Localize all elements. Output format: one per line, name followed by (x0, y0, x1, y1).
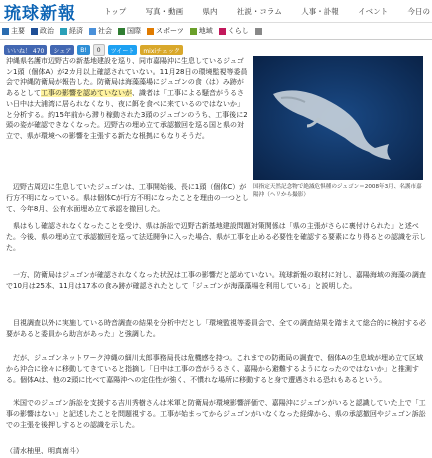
share-bar (0, 40, 432, 57)
category-bar (0, 23, 432, 40)
site-logo[interactable]: 琉球新報 (4, 3, 76, 24)
politics-icon (31, 28, 38, 35)
dugong-photo[interactable] (253, 56, 423, 180)
paragraph-5: 目視調査以外に実施している時音調査の結果を分析中だとし「環境監視等委員会で、全ての調査結果を踏まえて総合的に検討する必要があると委員から助言があった」と強調した。 (6, 319, 426, 338)
nav-photo-video[interactable]: 写真・動画 (145, 6, 184, 16)
living-icon (219, 28, 226, 35)
category-international[interactable]: 国際 (118, 26, 141, 36)
facebook-like-button[interactable]: いいね！ 470 (4, 45, 47, 55)
category-region[interactable]: 地域 (190, 26, 213, 36)
facebook-share-button[interactable]: シェア (50, 45, 74, 55)
category-living[interactable]: くらし (219, 26, 249, 36)
category-main[interactable]: 主要 (2, 26, 25, 36)
tweet-button[interactable]: ツイート (108, 45, 138, 55)
paragraph-2: 辺野古周辺に生息していたジュゴンは、工事開始後、長に1頭（個体C）が行方不明になっている。県は個体Cが行方不明になったことを理由の一つとして、今年8月、公有水面埋め立て承認を撤回した。 (6, 183, 249, 213)
paragraph-3: 県はもし確認されなくなったことを受け、県は訴訟で辺野古新基地建設問題対策関係は「県の主張がさらに裏付けられた」と述べた。今後、県の埋め立て承認撤回を巡って法廷闘争に入った場合、県が工事を止める必要性を確認する要素になり得るとの認識を示した。 (6, 222, 426, 252)
paragraph-4: 一方、防衛局はジュゴンが確認されなくなった状況は工事の影響だと認めていない。琉球新報の取材に対し、嘉陽海域の海藻の調査で10月は25本、11月は17本の食み跡が確認されたとして「ジュゴンが海藻藻場を利用している」と説明した。 (6, 271, 426, 290)
article-lead: 沖縄県名護市辺野古の新基地建設を巡り、同市嘉陽沖に生息しているジュゴン1頭（個体A）が2カ月以上確認されていない。11月28日の環境監視等委員会で沖縄防衛局が報告した。防衛局は海藻藻場にジュゴンの食（は）み跡があるとして工事の影響を認めていないが、識者は「工事による騒音がうるさい日中は大浦湾に居られなくなり、夜に餌を食べに来ているのではないか」と分析する。約15年前から滞り稼動された3頭のジュゴンのうち、工事後に2頭の姿が確認できなくなった。辺野古の埋め立て承認撤回を巡る国と県の対立で、県が環境への影響を主張する新たな根拠にもなりそうだ。 (6, 57, 248, 140)
sports-icon (147, 28, 154, 35)
more-icon (255, 28, 262, 35)
site-header (0, 0, 432, 23)
society-icon (89, 28, 96, 35)
nav-editorial-column[interactable]: 社説・コラム (236, 6, 282, 16)
mixi-check-button[interactable]: mixiチェック (140, 45, 183, 55)
photo-caption: 国指定天然記念物で絶滅危惧種のジュゴン＝2008年3月、名護市嘉陽沖（ヘリから撮影） (253, 184, 422, 198)
highlighted-text: 工事の影響を認めていないが (41, 89, 132, 98)
paragraph-7: 米国でのジュゴン訴訟を支援する吉川秀樹さんは米軍と防衛局が環境影響評価で、嘉陽沖にジュゴンがいると認識していた上で「工事の影響はない」と記述したことを問題視する。工事が始まってからジュゴンがいなくなった経緯から、県の承認撤回やジュゴン訴訟での主張を後押しするとの認識を示した。 (6, 399, 426, 429)
nav-events[interactable]: イベント (358, 6, 389, 16)
nav-prefecture[interactable]: 県内 (202, 6, 218, 16)
region-icon (190, 28, 197, 35)
paragraph-6: だが、ジュゴンネットワーク沖縄の細川太郎事務局長は危機感を持つ。これまでの防衛局の調査で、個体Aの生息域が埋め立て区域から沖合に徐々に移動してきていると指摘し「日中は工事の音がうるさく、嘉陽から避難するようになったのではないか」と推測する。個体Aは、他の2頭に比べて嘉陽沖への定住性が強く、不慣れな場所に移動すると身で遭遇される恐れもあるという。 (6, 354, 424, 384)
category-society[interactable]: 社会 (89, 26, 112, 36)
dugong-image (253, 56, 423, 180)
nav-today[interactable]: 今日の (407, 6, 430, 16)
main-icon (2, 28, 9, 35)
category-economy[interactable]: 経済 (60, 26, 83, 36)
category-sports[interactable]: スポーツ (147, 26, 184, 36)
bookmark-count: 0 (93, 44, 105, 56)
economy-icon (60, 28, 67, 35)
hatena-bookmark-button[interactable]: B! (77, 45, 90, 55)
category-politics[interactable]: 政治 (31, 26, 54, 36)
nav-personnel-obituary[interactable]: 人事・訃報 (301, 6, 339, 16)
nav-top[interactable]: トップ (104, 6, 127, 16)
globe-icon (118, 28, 125, 35)
category-more[interactable] (255, 28, 262, 35)
byline: （清水柚里、明真南斗） (6, 447, 83, 455)
top-nav (104, 6, 432, 17)
